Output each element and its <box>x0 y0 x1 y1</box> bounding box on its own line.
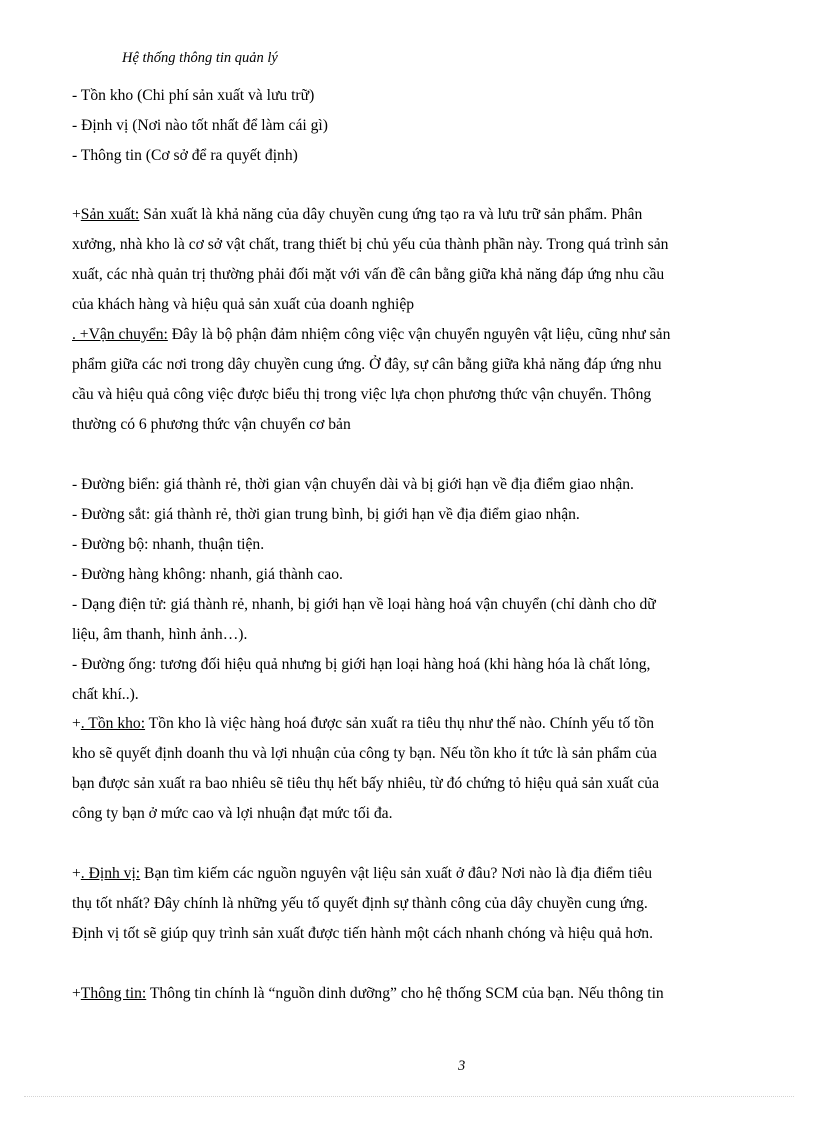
text-line: phẩm giữa các nơi trong dây chuyền cung ứng. Ở đây, sự cân bằng giữa khả năng đáp ứng nhu <box>72 356 662 373</box>
section-prefix: + <box>72 206 81 223</box>
text-line: bạn được sản xuất ra bao nhiêu sẽ tiêu thụ hết bấy nhiêu, từ đó chứng tỏ hiệu quả sản xuất của <box>72 775 660 792</box>
text-line: của khách hàng và hiệu quả sản xuất của doanh nghiệp <box>72 296 415 313</box>
section-heading-van-chuyen: . +Vận chuyển: <box>72 326 168 343</box>
text-line: cầu và hiệu quả công việc được biểu thị trong việc lựa chọn phương thức vận chuyển. Thông <box>72 386 652 403</box>
list-item: - Đường sắt: giá thành rẻ, thời gian trung bình, bị giới hạn về địa điểm giao nhận. <box>72 506 580 523</box>
text-line: Định vị tốt sẽ giúp quy trình sản xuất được tiến hành một cách nhanh chóng và hiệu quả hơn. <box>72 925 654 942</box>
section-ton-kho <box>72 713 654 735</box>
list-item: - Đường biển: giá thành rẻ, thời gian vận chuyển dài và bị giới hạn về địa điểm giao nhận. <box>72 476 634 493</box>
text-line: chất khí..). <box>72 686 139 703</box>
section-text: Thông tin chính là “nguồn dinh dưỡng” cho hệ thống SCM của bạn. Nếu thông tin <box>146 985 664 1002</box>
list-item: - Đường ống: tương đối hiệu quả nhưng bị giới hạn loại hàng hoá (khi hàng hóa là chất lỏng, <box>72 656 651 673</box>
list-item: - Dạng điện tử: giá thành rẻ, nhanh, bị giới hạn về loại hàng hoá vận chuyển (chỉ dành cho dữ <box>72 596 656 613</box>
section-thong-tin <box>72 983 664 1005</box>
page-bottom-divider <box>24 1096 794 1097</box>
section-prefix: + <box>72 715 81 732</box>
text-line: xưởng, nhà kho là cơ sở vật chất, trang thiết bị chủ yếu của thành phần này. Trong quá trình sản <box>72 236 669 253</box>
section-text: Sản xuất là khả năng của dây chuyền cung ứng tạo ra và lưu trữ sản phẩm. Phân <box>139 206 643 223</box>
section-prefix: + <box>72 985 81 1002</box>
section-text: Đây là bộ phận đảm nhiệm công việc vận chuyển nguyên vật liệu, cũng như sản <box>167 326 671 343</box>
text-line: thường có 6 phương thức vận chuyển cơ bản <box>72 416 351 433</box>
text-line: - Tồn kho (Chi phí sản xuất và lưu trữ) <box>72 87 315 104</box>
running-header: Hệ thống thông tin quản lý <box>122 50 278 66</box>
section-heading-san-xuat: Sản xuất: <box>80 206 140 223</box>
text-line: công ty bạn ở mức cao và lợi nhuận đạt mức tối đa. <box>72 805 393 822</box>
text-line: - Định vị (Nơi nào tốt nhất để làm cái gì) <box>72 117 328 134</box>
section-text: Bạn tìm kiếm các nguồn nguyên vật liệu sản xuất ở đâu? Nơi nào là địa điểm tiêu <box>140 865 653 882</box>
section-van-chuyen <box>72 324 670 346</box>
text-line: xuất, các nhà quản trị thường phải đối mặt với vấn đề cân bằng giữa khả năng đáp ứng nhu cầu <box>72 266 665 283</box>
section-heading-ton-kho: . Tồn kho: <box>80 715 146 732</box>
text-line: kho sẽ quyết định doanh thu và lợi nhuận của công ty bạn. Nếu tồn kho ít tức là sản phẩm của <box>72 745 657 762</box>
list-item: - Đường hàng không: nhanh, giá thành cao. <box>72 566 343 583</box>
text-line: thụ tốt nhất? Đây chính là những yếu tố quyết định sự thành công của dây chuyền cung ứng. <box>72 895 648 912</box>
section-prefix: + <box>72 865 81 882</box>
page-number: 3 <box>458 1058 466 1074</box>
list-item: - Đường bộ: nhanh, thuận tiện. <box>72 536 265 553</box>
text-line: liệu, âm thanh, hình ảnh…). <box>72 626 248 643</box>
section-heading-dinh-vi: . Định vị: <box>80 865 141 882</box>
section-text: Tồn kho là việc hàng hoá được sản xuất ra tiêu thụ như thế nào. Chính yếu tố tồn <box>145 715 655 732</box>
section-dinh-vi <box>72 863 652 885</box>
section-heading-thong-tin: Thông tin: <box>80 985 147 1002</box>
section-san-xuat <box>72 204 642 226</box>
text-line: - Thông tin (Cơ sở để ra quyết định) <box>72 147 298 164</box>
